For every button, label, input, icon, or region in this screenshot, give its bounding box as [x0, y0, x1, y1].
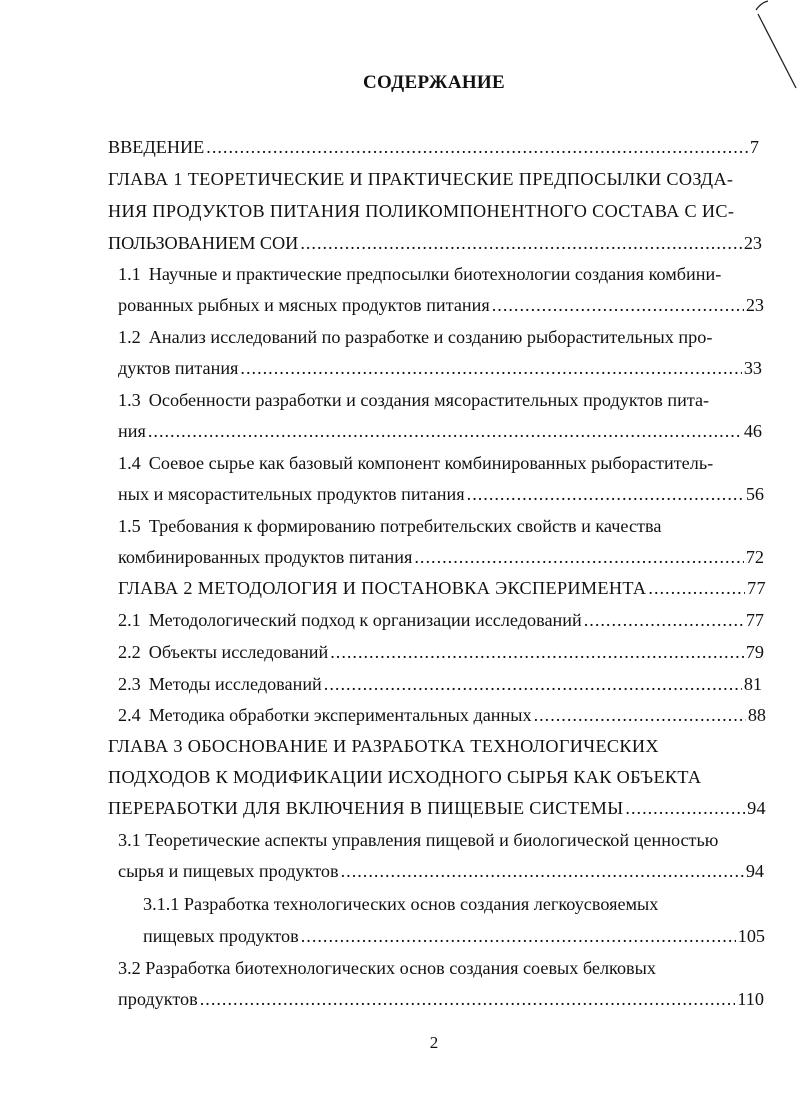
- dot-leader: [534, 704, 746, 726]
- dot-leader: [584, 609, 744, 631]
- dot-leader: [341, 860, 744, 882]
- toc-chapter-1-line-2[interactable]: НИЯ ПРОДУКТОВ ПИТАНИЯ ПОЛИКОМПОНЕНТНОГО СОСТАВА С ИС-: [108, 201, 735, 221]
- toc-entry-title: Требования к формированию потребительских свойств и качества: [148, 516, 662, 536]
- toc-entry-title: комбинированных продуктов питания: [118, 547, 413, 567]
- toc-entry-1-2-line-2[interactable]: [118, 357, 762, 379]
- toc-entry-title: ния: [118, 421, 146, 441]
- toc-page-number: 56: [745, 484, 764, 504]
- section-number: 1.4: [118, 453, 141, 473]
- toc-entry-3-1-line-2[interactable]: [118, 860, 764, 882]
- dot-leader: [200, 988, 736, 1010]
- toc-page-number: 23: [743, 233, 762, 253]
- toc-entry-1-4-line-1[interactable]: [118, 452, 768, 474]
- toc-entry-1-5-line-2[interactable]: [118, 546, 764, 568]
- dot-leader: [467, 483, 744, 505]
- toc-chapter-3-line-3[interactable]: [108, 797, 766, 819]
- toc-entry-title: ПЕРЕРАБОТКИ ДЛЯ ВКЛЮЧЕНИЯ В ПИЩЕВЫЕ СИСТЕМЫ: [108, 798, 624, 818]
- toc-entry-title: ПОЛЬЗОВАНИЕМ СОИ: [108, 233, 299, 253]
- page-title: СОДЕРЖАНИЕ: [363, 72, 505, 93]
- section-number: 2.1: [118, 610, 141, 630]
- dot-leader: [240, 357, 741, 379]
- toc-entry-intro[interactable]: [108, 136, 759, 158]
- toc-entry-title: Соевое сырье как базовый компонент комбинированных рыбораститель-: [148, 453, 714, 473]
- toc-entry-3-1-1-line-2[interactable]: [143, 925, 765, 947]
- toc-entry-title: Методика обработки экспериментальных данных: [148, 705, 532, 725]
- toc-entry-1-1-line-1[interactable]: [118, 263, 768, 285]
- section-number: 1.5: [118, 516, 141, 536]
- toc-entry-title: Особенности разработки и создания мясорастительных продуктов пита-: [148, 390, 710, 410]
- dot-leader: [206, 136, 748, 158]
- toc-entry-title: Методы исследований: [148, 674, 322, 694]
- toc-entry-2-4[interactable]: [118, 704, 766, 726]
- toc-entry-2-2[interactable]: [118, 641, 764, 663]
- toc-entry-3-2-line-2[interactable]: [118, 988, 764, 1010]
- toc-page-number: 77: [745, 610, 764, 630]
- toc-entry-2-3[interactable]: [118, 673, 762, 695]
- toc-page-number: 81: [743, 674, 762, 694]
- toc-page-number: 94: [745, 861, 764, 881]
- toc-entry-2-1[interactable]: [118, 609, 764, 631]
- toc-entry-title: Методологический подход к организации исследований: [148, 610, 582, 630]
- toc-page-number: 77: [747, 578, 766, 598]
- toc-entry-title: Анализ исследований по разработке и созданию рыборастительных про-: [148, 327, 713, 347]
- toc-entry-title: сырья и пищевых продуктов: [118, 861, 339, 881]
- toc-page-number: 46: [743, 421, 762, 441]
- toc-chapter-1-line-3[interactable]: [108, 232, 762, 254]
- section-number: 2.4: [118, 705, 141, 725]
- toc-entry-3-1-line-1[interactable]: 3.1 Теоретические аспекты управления пищевой и биологической ценностью: [118, 830, 719, 850]
- toc-page-number: 23: [745, 295, 764, 315]
- dot-leader: [324, 673, 742, 695]
- toc-entry-title: ГЛАВА 2 МЕТОДОЛОГИЯ И ПОСТАНОВКА ЭКСПЕРИМЕНТА: [118, 578, 647, 598]
- toc-page-number: 110: [737, 989, 764, 1009]
- toc-page-number: 94: [747, 798, 766, 818]
- toc-page-number: 33: [743, 358, 762, 378]
- toc-entry-1-4-line-2[interactable]: [118, 483, 764, 505]
- toc-chapter-2[interactable]: [118, 577, 766, 599]
- toc-entry-title: продуктов: [118, 989, 198, 1009]
- toc-chapter-1-line-1[interactable]: ГЛАВА 1 ТЕОРЕТИЧЕСКИЕ И ПРАКТИЧЕСКИЕ ПРЕДПОСЫЛКИ СОЗДА-: [108, 169, 734, 189]
- section-number: 1.2: [118, 327, 141, 347]
- section-number: 1.3: [118, 390, 141, 410]
- toc-entry-title: Объекты исследований: [148, 642, 329, 662]
- dot-leader: [625, 797, 745, 819]
- toc-entry-title: рованных рыбных и мясных продуктов питания: [118, 295, 490, 315]
- toc-page-number: 72: [745, 547, 764, 567]
- toc-entry-1-2-line-1[interactable]: [118, 326, 768, 348]
- dot-leader: [330, 641, 744, 663]
- toc-entry-title: ных и мясорастительных продуктов питания: [118, 484, 465, 504]
- toc-page-number: 79: [745, 642, 764, 662]
- toc-entry-3-1-1-line-1[interactable]: 3.1.1 Разработка технологических основ создания легкоусвояемых: [143, 894, 659, 914]
- page-number: 2: [429, 1033, 439, 1052]
- toc-chapter-3-line-2[interactable]: ПОДХОДОВ К МОДИФИКАЦИИ ИСХОДНОГО СЫРЬЯ КАК ОБЪЕКТА: [108, 767, 702, 787]
- toc-entry-title: Научные и практические предпосылки биотехнологии создания комбини-: [148, 264, 722, 284]
- dot-leader: [414, 546, 743, 568]
- toc-entry-1-5-line-1[interactable]: [118, 515, 768, 537]
- toc-entry-1-3-line-2[interactable]: [118, 420, 762, 442]
- toc-entry-1-1-line-2[interactable]: [118, 294, 764, 316]
- dot-leader: [301, 925, 736, 947]
- dot-leader: [648, 577, 745, 599]
- section-number: 2.2: [118, 642, 141, 662]
- toc-page-number: 7: [749, 137, 759, 157]
- dot-leader: [300, 232, 742, 254]
- toc-chapter-3-line-1[interactable]: ГЛАВА 3 ОБОСНОВАНИЕ И РАЗРАБОТКА ТЕХНОЛОГИЧЕСКИХ: [108, 736, 659, 756]
- toc-page-number: 105: [737, 926, 765, 946]
- toc-entry-1-3-line-1[interactable]: [118, 389, 768, 411]
- toc-entry-title: ВВЕДЕНИЕ: [108, 137, 205, 157]
- dot-leader: [148, 420, 742, 442]
- section-number: 1.1: [118, 264, 141, 284]
- dot-leader: [492, 294, 744, 316]
- toc-entry-title: дуктов питания: [118, 358, 239, 378]
- toc-entry-title: пищевых продуктов: [143, 926, 299, 946]
- section-number: 2.3: [118, 674, 141, 694]
- toc-entry-3-2-line-1[interactable]: 3.2 Разработка биотехнологических основ создания соевых белковых: [118, 958, 656, 978]
- toc-page-number: 88: [747, 705, 766, 725]
